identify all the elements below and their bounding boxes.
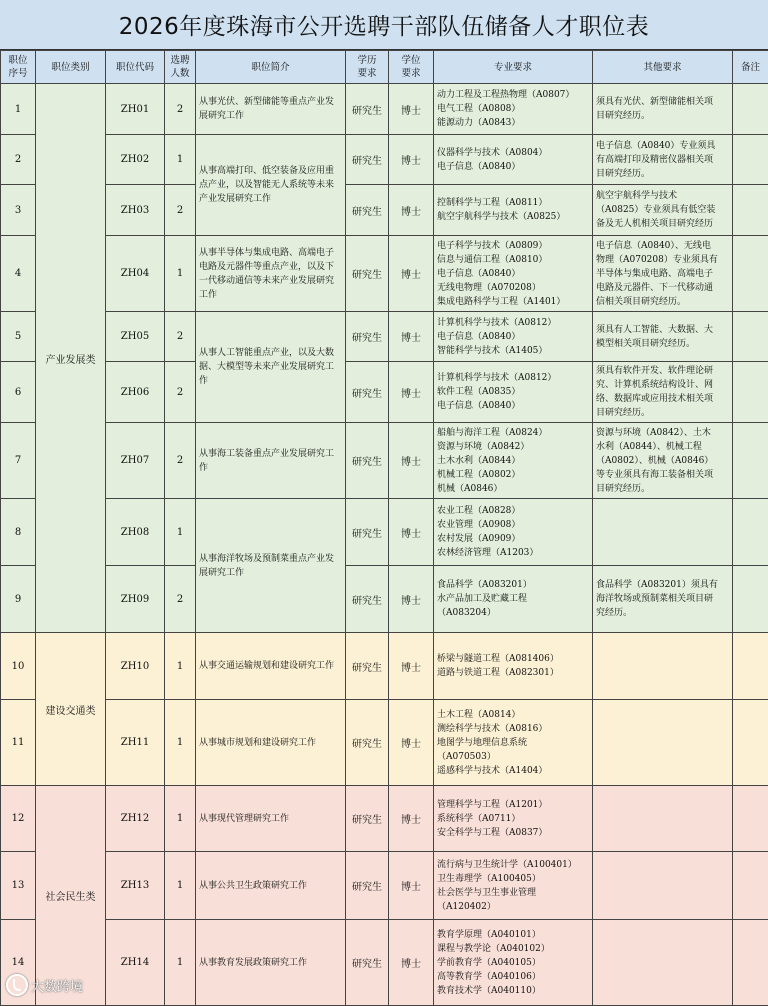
cell-line: 土木工程（A0814） xyxy=(437,708,589,722)
cell-line: 半导体与集成电路、高端电子 xyxy=(596,267,729,281)
cell-major xyxy=(434,852,593,920)
cell-intro: 从事高端打印、低空装备及应用重点产业，以及智能无人系统等未来产业发展研究工作 xyxy=(196,135,346,236)
cell-line: 究经历。 xyxy=(596,606,729,620)
cell-degree: 博士 xyxy=(389,135,434,185)
cell-note xyxy=(733,236,768,312)
cell-code: ZH08 xyxy=(106,499,165,566)
header-education: 学历 要求 xyxy=(346,51,389,84)
cell-line: 目研究经历。 xyxy=(596,167,729,181)
cell-line: 须具有光伏、新型储能相关项 xyxy=(596,95,729,109)
cell-major xyxy=(434,920,593,1006)
cell-note xyxy=(733,920,768,1006)
cell-seq: 10 xyxy=(1,633,36,700)
cell-line: 须具有软件开发、软件理论研 xyxy=(596,364,729,378)
cell-code: ZH12 xyxy=(106,786,165,852)
cell-degree: 博士 xyxy=(389,786,434,852)
cell-code: ZH07 xyxy=(106,423,165,499)
cell-line: 智能科学与技术（A1405） xyxy=(437,344,589,358)
cell-line: 课程与教学论（A040102） xyxy=(437,942,589,956)
cell-count: 1 xyxy=(165,920,196,1006)
cell-line: 农业管理（A0908） xyxy=(437,518,589,532)
cell-seq: 6 xyxy=(1,362,36,423)
cell-major xyxy=(434,135,593,185)
cell-count: 1 xyxy=(165,786,196,852)
cell-line: 软件工程（A0835） xyxy=(437,385,589,399)
cell-line: 航空宇航科学与技术（A0825） xyxy=(437,210,589,224)
cell-line: 流行病与卫生统计学（A100401） xyxy=(437,858,589,872)
cell-intro: 从事公共卫生政策研究工作 xyxy=(196,852,346,920)
cell-line: 动力工程及工程热物理（A0807） xyxy=(437,88,589,102)
header-major: 专业要求 xyxy=(434,51,593,84)
cell-degree: 博士 xyxy=(389,423,434,499)
cell-code: ZH11 xyxy=(106,700,165,786)
cell-line: 测绘科学与技术（A0816） xyxy=(437,722,589,736)
cell-code: ZH02 xyxy=(106,135,165,185)
cell-education: 研究生 xyxy=(346,362,389,423)
cell-major xyxy=(434,499,593,566)
cell-line: 信息与通信工程（A0810） xyxy=(437,253,589,267)
cell-line: 道路与铁道工程（A082301） xyxy=(437,666,589,680)
cell-education: 研究生 xyxy=(346,135,389,185)
table-row xyxy=(1,84,768,135)
cell-line: 系统科学（A0711） xyxy=(437,812,589,826)
cell-line: 水产品加工及贮藏工程 xyxy=(437,592,589,606)
cell-line: 电子信息（A0840）专业须具 xyxy=(596,139,729,153)
cell-line: 机械（A0846） xyxy=(437,482,589,496)
header-count: 选聘 人数 xyxy=(165,51,196,84)
cell-line: 资源与环境（A0842）、土木 xyxy=(596,426,729,440)
cell-seq: 7 xyxy=(1,423,36,499)
cell-intro: 从事城市规划和建设研究工作 xyxy=(196,700,346,786)
header-intro: 职位简介 xyxy=(196,51,346,84)
cell-line: 计算机科学与技术（A0812） xyxy=(437,371,589,385)
cell-count: 2 xyxy=(165,566,196,633)
cell-count: 1 xyxy=(165,236,196,312)
cell-major xyxy=(434,700,593,786)
cell-other xyxy=(593,423,733,499)
cell-intro: 从事现代管理研究工作 xyxy=(196,786,346,852)
page-title: 2026年度珠海市公开选聘干部队伍储备人才职位表 xyxy=(119,8,650,41)
cell-other xyxy=(593,700,733,786)
cell-other xyxy=(593,633,733,700)
cell-line: 仪器科学与技术（A0804） xyxy=(437,146,589,160)
cell-other xyxy=(593,185,733,236)
cell-line: 船舶与海洋工程（A0824） xyxy=(437,426,589,440)
cell-other xyxy=(593,135,733,185)
cell-count: 2 xyxy=(165,362,196,423)
cell-major xyxy=(434,236,593,312)
watermark-text: 大数跨境 xyxy=(31,976,83,995)
cell-seq: 14 xyxy=(1,920,36,1006)
table-row xyxy=(1,499,768,566)
cell-intro: 从事交通运输规划和建设研究工作 xyxy=(196,633,346,700)
header-seq: 职位 序号 xyxy=(1,51,36,84)
watermark xyxy=(6,974,83,996)
category-industry: 产业发展类 xyxy=(36,84,106,633)
cell-other xyxy=(593,236,733,312)
cell-count: 1 xyxy=(165,633,196,700)
cell-intro: 从事教育发展政策研究工作 xyxy=(196,920,346,1006)
cell-line: 农林经济管理（A1203） xyxy=(437,546,589,560)
table-row xyxy=(1,786,768,852)
cell-education: 研究生 xyxy=(346,236,389,312)
cell-note xyxy=(733,312,768,362)
header-degree: 学位 要求 xyxy=(389,51,434,84)
cell-education: 研究生 xyxy=(346,700,389,786)
table-row xyxy=(1,236,768,312)
cell-line: 电子信息（A0840） xyxy=(437,330,589,344)
cell-major xyxy=(434,786,593,852)
cell-note xyxy=(733,852,768,920)
cell-line: 目研究经历。 xyxy=(596,482,729,496)
header-row xyxy=(1,51,768,84)
cell-other xyxy=(593,84,733,135)
cell-seq: 13 xyxy=(1,852,36,920)
cell-line: 管理科学与工程（A1201） xyxy=(437,798,589,812)
cell-major xyxy=(434,185,593,236)
cell-degree: 博士 xyxy=(389,362,434,423)
category-social: 社会民生类 xyxy=(36,786,106,1006)
cell-line: （A120402） xyxy=(437,900,589,914)
cell-line: 食品科学（A083201） xyxy=(437,578,589,592)
cell-intro: 从事人工智能重点产业，以及大数据、大模型等未来产业发展研究工作 xyxy=(196,312,346,423)
cell-education: 研究生 xyxy=(346,499,389,566)
cell-code: ZH10 xyxy=(106,633,165,700)
cell-code: ZH04 xyxy=(106,236,165,312)
cell-line: 等专业须具有海工装备相关项 xyxy=(596,468,729,482)
cell-line: 安全科学与工程（A0837） xyxy=(437,826,589,840)
cell-code: ZH06 xyxy=(106,362,165,423)
cell-education: 研究生 xyxy=(346,185,389,236)
cell-line: 电子信息（A0840）、无线电 xyxy=(596,239,729,253)
cell-major xyxy=(434,423,593,499)
cell-degree: 博士 xyxy=(389,633,434,700)
cell-line: 须具有人工智能、大数据、大 xyxy=(596,323,729,337)
cell-line: （A070503） xyxy=(437,750,589,764)
cell-intro: 从事海工装备重点产业发展研究工作 xyxy=(196,423,346,499)
cell-seq: 12 xyxy=(1,786,36,852)
cell-code: ZH05 xyxy=(106,312,165,362)
cell-count: 1 xyxy=(165,852,196,920)
cell-seq: 5 xyxy=(1,312,36,362)
header-code: 职位代码 xyxy=(106,51,165,84)
cell-line: 电子科学与技术（A0809） xyxy=(437,239,589,253)
cell-other xyxy=(593,362,733,423)
table-row xyxy=(1,135,768,185)
cell-seq: 3 xyxy=(1,185,36,236)
cell-education: 研究生 xyxy=(346,566,389,633)
cell-education: 研究生 xyxy=(346,786,389,852)
cell-line: 遥感科学与技术（A1404） xyxy=(437,764,589,778)
cell-major xyxy=(434,312,593,362)
table-row xyxy=(1,633,768,700)
cell-line: 信相关项目研究经历。 xyxy=(596,295,729,309)
cell-line: 社会医学与卫生事业管理 xyxy=(437,886,589,900)
cell-count: 2 xyxy=(165,84,196,135)
cell-degree: 博士 xyxy=(389,700,434,786)
cell-other xyxy=(593,312,733,362)
cell-line: 目研究经历。 xyxy=(596,109,729,123)
cell-major xyxy=(434,566,593,633)
cell-major xyxy=(434,633,593,700)
watermark-logo-icon xyxy=(6,974,28,996)
cell-line: 集成电路科学与工程（A1401） xyxy=(437,295,589,309)
cell-seq: 2 xyxy=(1,135,36,185)
cell-count: 2 xyxy=(165,185,196,236)
cell-line: 电气工程（A0808） xyxy=(437,102,589,116)
cell-line: 络、数据库或应用技术相关项 xyxy=(596,392,729,406)
cell-education: 研究生 xyxy=(346,633,389,700)
cell-seq: 11 xyxy=(1,700,36,786)
cell-seq: 8 xyxy=(1,499,36,566)
cell-line: 电路及元器件、下一代移动通 xyxy=(596,281,729,295)
positions-table xyxy=(0,50,768,1006)
cell-degree: 博士 xyxy=(389,236,434,312)
cell-line: 控制科学与工程（A0811） xyxy=(437,196,589,210)
cell-degree: 博士 xyxy=(389,84,434,135)
cell-line: 农村发展（A0909） xyxy=(437,532,589,546)
table-row xyxy=(1,700,768,786)
cell-degree: 博士 xyxy=(389,499,434,566)
cell-line: 高等教育学（A040106） xyxy=(437,970,589,984)
cell-note xyxy=(733,700,768,786)
cell-intro: 从事光伏、新型储能等重点产业发展研究工作 xyxy=(196,84,346,135)
cell-line: 水利（A0844）、机械工程 xyxy=(596,440,729,454)
cell-line: 计算机科学与技术（A0812） xyxy=(437,316,589,330)
cell-other xyxy=(593,566,733,633)
cell-line: （A083204） xyxy=(437,606,589,620)
cell-line: 电子信息（A0840） xyxy=(437,160,589,174)
cell-education: 研究生 xyxy=(346,312,389,362)
cell-note xyxy=(733,185,768,236)
cell-education: 研究生 xyxy=(346,920,389,1006)
header-other: 其他要求 xyxy=(593,51,733,84)
cell-other xyxy=(593,786,733,852)
cell-line: 农业工程（A0828） xyxy=(437,504,589,518)
cell-code: ZH13 xyxy=(106,852,165,920)
cell-note xyxy=(733,786,768,852)
table-row xyxy=(1,566,768,633)
cell-degree: 博士 xyxy=(389,852,434,920)
cell-degree: 博士 xyxy=(389,312,434,362)
cell-line: 卫生毒理学（A100405） xyxy=(437,872,589,886)
cell-line: 教育技术学（A040110） xyxy=(437,984,589,998)
title-bar xyxy=(0,0,768,50)
cell-other xyxy=(593,920,733,1006)
cell-line: （A0825）专业须具有低空装 xyxy=(596,203,729,217)
table-row xyxy=(1,852,768,920)
cell-note xyxy=(733,423,768,499)
cell-line: （A0802）、机械（A0846） xyxy=(596,454,729,468)
cell-code: ZH09 xyxy=(106,566,165,633)
cell-line: 地图学与地理信息系统 xyxy=(437,736,589,750)
cell-line: 电子信息（A0840） xyxy=(437,267,589,281)
cell-degree: 博士 xyxy=(389,185,434,236)
cell-other xyxy=(593,852,733,920)
cell-note xyxy=(733,566,768,633)
cell-line: 目研究经历。 xyxy=(596,406,729,420)
cell-count: 1 xyxy=(165,499,196,566)
cell-line: 备及无人机相关项目研究经历 xyxy=(596,217,729,231)
cell-line: 资源与环境（A0842） xyxy=(437,440,589,454)
cell-education: 研究生 xyxy=(346,84,389,135)
cell-line: 物理（A070208）专业须具有 xyxy=(596,253,729,267)
cell-note xyxy=(733,499,768,566)
table-row xyxy=(1,312,768,362)
cell-seq: 4 xyxy=(1,236,36,312)
cell-line: 能源动力（A0843） xyxy=(437,116,589,130)
cell-line: 无线电物理（A070208） xyxy=(437,281,589,295)
cell-count: 1 xyxy=(165,700,196,786)
cell-code: ZH03 xyxy=(106,185,165,236)
cell-other xyxy=(593,499,733,566)
cell-major xyxy=(434,362,593,423)
cell-line: 航空宇航科学与技术 xyxy=(596,189,729,203)
cell-line: 有高端打印及精密仪器相关项 xyxy=(596,153,729,167)
cell-seq: 9 xyxy=(1,566,36,633)
cell-line: 食品科学（A083201）须具有 xyxy=(596,578,729,592)
cell-line: 究、计算机系统结构设计、网 xyxy=(596,378,729,392)
cell-note xyxy=(733,84,768,135)
cell-line: 学前教育学（A040105） xyxy=(437,956,589,970)
cell-count: 2 xyxy=(165,423,196,499)
cell-line: 教育学原理（A040101） xyxy=(437,928,589,942)
cell-education: 研究生 xyxy=(346,852,389,920)
header-note: 备注 xyxy=(733,51,768,84)
cell-line: 模型相关项目研究经历。 xyxy=(596,337,729,351)
category-transport: 建设交通类 xyxy=(36,633,106,786)
cell-line: 土木水利（A0844） xyxy=(437,454,589,468)
cell-note xyxy=(733,135,768,185)
cell-degree: 博士 xyxy=(389,920,434,1006)
header-category: 职位类别 xyxy=(36,51,106,84)
table-row xyxy=(1,423,768,499)
cell-count: 2 xyxy=(165,312,196,362)
cell-line: 桥梁与隧道工程（A081406） xyxy=(437,652,589,666)
table-row xyxy=(1,920,768,1006)
cell-line: 海洋牧场或预制菜相关项目研 xyxy=(596,592,729,606)
cell-line: 机械工程（A0802） xyxy=(437,468,589,482)
cell-count: 1 xyxy=(165,135,196,185)
cell-seq: 1 xyxy=(1,84,36,135)
cell-major xyxy=(434,84,593,135)
cell-code: ZH01 xyxy=(106,84,165,135)
cell-note xyxy=(733,362,768,423)
cell-line: 电子信息（A0840） xyxy=(437,399,589,413)
cell-note xyxy=(733,633,768,700)
cell-education: 研究生 xyxy=(346,423,389,499)
cell-degree: 博士 xyxy=(389,566,434,633)
cell-intro: 从事海洋牧场及预制菜重点产业发展研究工作 xyxy=(196,499,346,633)
table-row xyxy=(1,185,768,236)
table-row xyxy=(1,362,768,423)
cell-intro: 从事半导体与集成电路、高端电子电路及元器件等重点产业，以及下一代移动通信等未来产业发展研究工作 xyxy=(196,236,346,312)
cell-code: ZH14 xyxy=(106,920,165,1006)
